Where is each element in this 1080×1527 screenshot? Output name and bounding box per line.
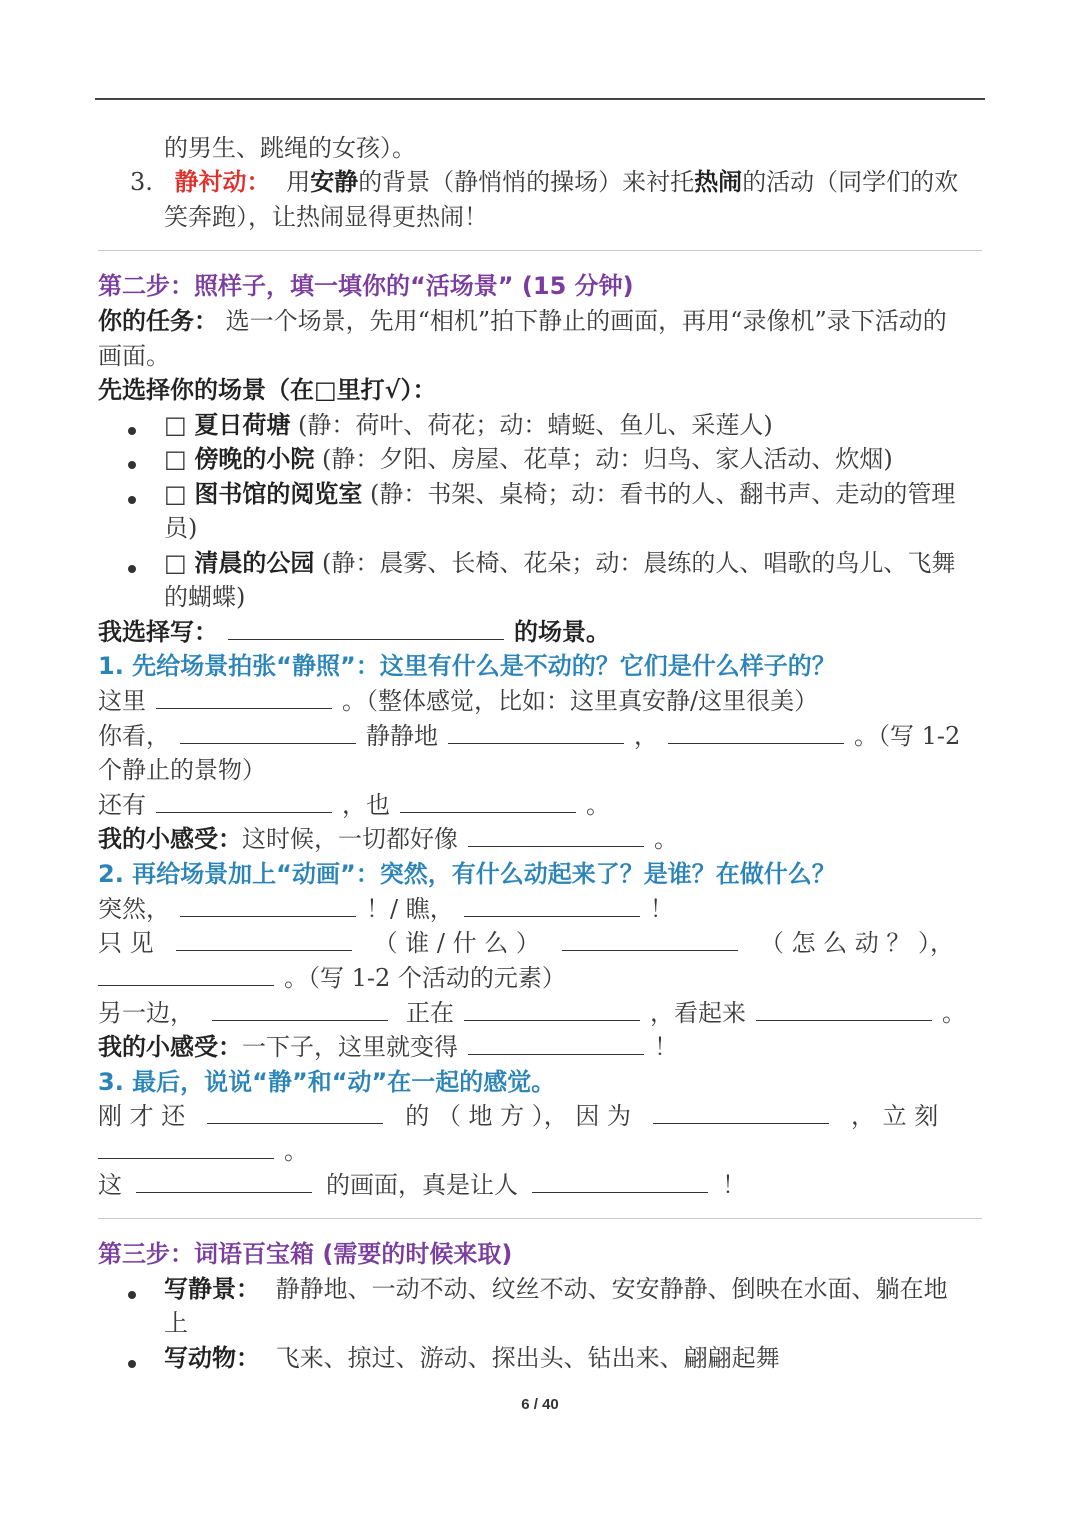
text: 只 见 bbox=[98, 929, 154, 957]
blank-field[interactable] bbox=[156, 684, 332, 709]
section-divider bbox=[98, 250, 982, 251]
scene-option bbox=[164, 477, 982, 511]
word-list-text: 静静地、一动不动、纹丝不动、安安静静、倒映在水面、躺在地 bbox=[275, 1275, 948, 1303]
checkbox-icon[interactable]: □ bbox=[164, 411, 187, 439]
blank-field[interactable] bbox=[448, 719, 624, 744]
blank-field[interactable] bbox=[98, 961, 274, 986]
item-number: 3. bbox=[130, 168, 153, 196]
task-line bbox=[98, 304, 982, 338]
checkbox-icon[interactable]: □ bbox=[164, 549, 187, 577]
blank-field[interactable] bbox=[98, 1134, 274, 1159]
text: 。（写 1-2 bbox=[854, 722, 961, 750]
word-list-item-cont: 上 bbox=[164, 1309, 188, 1337]
task-label: 你的任务： bbox=[98, 306, 218, 335]
text: 正在 bbox=[406, 999, 454, 1027]
q2-line-1 bbox=[98, 892, 982, 926]
scene-name: 图书馆的阅览室 bbox=[194, 479, 363, 508]
text: ！ bbox=[722, 1171, 746, 1199]
text: ， bbox=[634, 722, 658, 750]
text: 的活动（同学们的欢 bbox=[742, 168, 959, 196]
bullet bbox=[128, 1291, 136, 1299]
text: 。 bbox=[586, 791, 610, 819]
step3-heading: 第三步：词语百宝箱 (需要的时候来取) bbox=[98, 1240, 513, 1268]
scene-desc: (静：晨雾、长椅、花朵；动：晨练的人、唱歌的鸟儿、飞舞 bbox=[314, 549, 956, 577]
task-line-cont: 画面。 bbox=[98, 342, 170, 370]
text: 刚 才 还 bbox=[98, 1102, 186, 1130]
scene-option-cont: 员) bbox=[164, 514, 198, 542]
text: ，也 bbox=[342, 791, 390, 819]
question-1: 1. 先给场景拍张“静照”：这里有什么是不动的？它们是什么样子的？ bbox=[98, 652, 836, 680]
text: 一下子，这里就变得 bbox=[242, 1033, 458, 1061]
text: ！ bbox=[649, 895, 674, 923]
q3-line-3 bbox=[98, 1168, 982, 1202]
text: ， 立 刻 bbox=[851, 1102, 939, 1130]
q3-line-1 bbox=[98, 1099, 982, 1133]
word-list-label: 写静景： bbox=[164, 1274, 260, 1303]
q1-line-2-cont: 个静止的景物） bbox=[98, 756, 266, 784]
text: 的画面，真是让人 bbox=[326, 1171, 518, 1199]
scene-desc: (静：夕阳、房屋、花草；动：归鸟、家人活动、炊烟) bbox=[314, 445, 893, 473]
step2-heading: 第二步：照样子，填一填你的“活场景” (15 分钟) bbox=[98, 272, 634, 300]
text: 的 （ 地 方 ）， 因 为 bbox=[405, 1102, 632, 1130]
q1-line-3 bbox=[98, 788, 982, 822]
chosen-scene-line bbox=[98, 615, 982, 649]
q2-line-2 bbox=[98, 926, 982, 960]
blank-field[interactable] bbox=[532, 1168, 708, 1193]
blank-field[interactable] bbox=[156, 788, 332, 813]
header-rule bbox=[95, 98, 985, 100]
scene-name: 清晨的公园 bbox=[194, 548, 315, 577]
question-3: 3. 最后，说说“静”和“动”在一起的感觉。 bbox=[98, 1068, 556, 1096]
text: ！/ 瞧， bbox=[366, 895, 454, 923]
scene-option bbox=[164, 408, 982, 442]
chosen-label: 我选择写： bbox=[98, 617, 218, 646]
text: 。（整体感觉，比如：这里真安静/这里很美） bbox=[342, 687, 819, 715]
text: 的背景（静悄悄的操场）来衬托 bbox=[358, 168, 695, 196]
section-divider bbox=[98, 1218, 982, 1219]
bullet bbox=[128, 565, 136, 573]
scene-desc: (静：荷叶、荷花；动：蜻蜓、鱼儿、采莲人) bbox=[290, 411, 773, 439]
checkbox-icon[interactable]: □ bbox=[164, 445, 187, 473]
blank-field[interactable] bbox=[464, 996, 640, 1021]
blank-field[interactable] bbox=[468, 1030, 644, 1055]
bullet bbox=[128, 427, 136, 435]
feeling-label: 我的小感受： bbox=[98, 1032, 242, 1061]
q1-line-1 bbox=[98, 684, 982, 718]
blank-field[interactable] bbox=[464, 892, 640, 917]
q2-feeling bbox=[98, 1030, 982, 1064]
text: 这里 bbox=[98, 687, 146, 715]
scene-option bbox=[164, 442, 982, 476]
chosen-suffix: 的场景。 bbox=[514, 617, 610, 646]
blank-field[interactable] bbox=[562, 926, 738, 951]
blank-field[interactable] bbox=[228, 615, 504, 640]
feeling-label: 我的小感受： bbox=[98, 824, 242, 853]
q1-line-2 bbox=[98, 719, 982, 753]
text: 。 bbox=[942, 999, 966, 1027]
intro-item-3-cont: 笑奔跑），让热闹显得更热闹！ bbox=[164, 203, 488, 231]
task-text: 选一个场景，先用“相机”拍下静止的画面，再用“录像机”录下活动的 bbox=[225, 307, 947, 335]
text: 这 bbox=[98, 1171, 122, 1199]
scene-option bbox=[164, 546, 982, 580]
scene-option-cont: 的蝴蝶) bbox=[164, 583, 246, 611]
blank-field[interactable] bbox=[176, 926, 352, 951]
scene-desc: (静：书架、桌椅；动：看书的人、翻书声、走动的管理 bbox=[362, 480, 956, 508]
text: （ 谁 / 什 么 ） bbox=[373, 929, 540, 957]
text: 用 bbox=[286, 168, 311, 196]
bold-text: 热闹 bbox=[694, 167, 743, 196]
q3-line-2 bbox=[98, 1134, 982, 1168]
text: 另一边， bbox=[98, 999, 194, 1027]
text: 。 bbox=[284, 1137, 308, 1165]
blank-field[interactable] bbox=[212, 996, 388, 1021]
bullet bbox=[128, 496, 136, 504]
blank-field[interactable] bbox=[180, 892, 356, 917]
word-list-item bbox=[164, 1272, 982, 1306]
word-list-label: 写动物： bbox=[164, 1343, 260, 1372]
text: （ 怎 么 动 ？ ）， bbox=[759, 929, 955, 957]
blank-field[interactable] bbox=[207, 1099, 383, 1124]
word-list-item bbox=[164, 1341, 982, 1375]
bullet bbox=[128, 1360, 136, 1368]
blank-field[interactable] bbox=[400, 788, 576, 813]
intro-continuation: 的男生、跳绳的女孩）。 bbox=[164, 134, 416, 162]
page-number: 6 / 40 bbox=[521, 1396, 559, 1413]
q2-line-4 bbox=[98, 996, 982, 1030]
blank-field[interactable] bbox=[668, 719, 844, 744]
item-title: 静衬动： bbox=[174, 167, 271, 196]
text: 突然， bbox=[98, 895, 170, 923]
blank-field[interactable] bbox=[136, 1168, 312, 1193]
choose-label: 先选择你的场景（在□里打√）： bbox=[98, 375, 437, 404]
text: 还有 bbox=[98, 791, 146, 819]
text: 你看， bbox=[98, 722, 170, 750]
text: ，看起来 bbox=[650, 999, 746, 1027]
q1-feeling bbox=[98, 822, 982, 856]
blank-field[interactable] bbox=[756, 996, 932, 1021]
blank-field[interactable] bbox=[653, 1099, 829, 1124]
text: 。 bbox=[654, 825, 678, 853]
intro-item-3 bbox=[130, 165, 982, 199]
checkbox-icon[interactable]: □ bbox=[164, 480, 187, 508]
scene-name: 夏日荷塘 bbox=[194, 410, 291, 439]
text: 静静地 bbox=[366, 722, 438, 750]
word-list-text: 飞来、掠过、游动、探出头、钻出来、翩翩起舞 bbox=[275, 1344, 780, 1372]
blank-field[interactable] bbox=[468, 822, 644, 847]
text: 这时候，一切都好像 bbox=[242, 825, 458, 853]
question-2: 2. 再给场景加上“动画”：突然，有什么动起来了？是谁？在做什么？ bbox=[98, 860, 836, 888]
blank-field[interactable] bbox=[180, 719, 356, 744]
text: 。（写 1-2 个活动的元素） bbox=[284, 964, 566, 992]
bold-text: 安静 bbox=[310, 167, 359, 196]
bullet bbox=[128, 461, 136, 469]
text: ！ bbox=[654, 1033, 678, 1061]
q2-line-3 bbox=[98, 961, 982, 995]
scene-name: 傍晚的小院 bbox=[194, 444, 315, 473]
